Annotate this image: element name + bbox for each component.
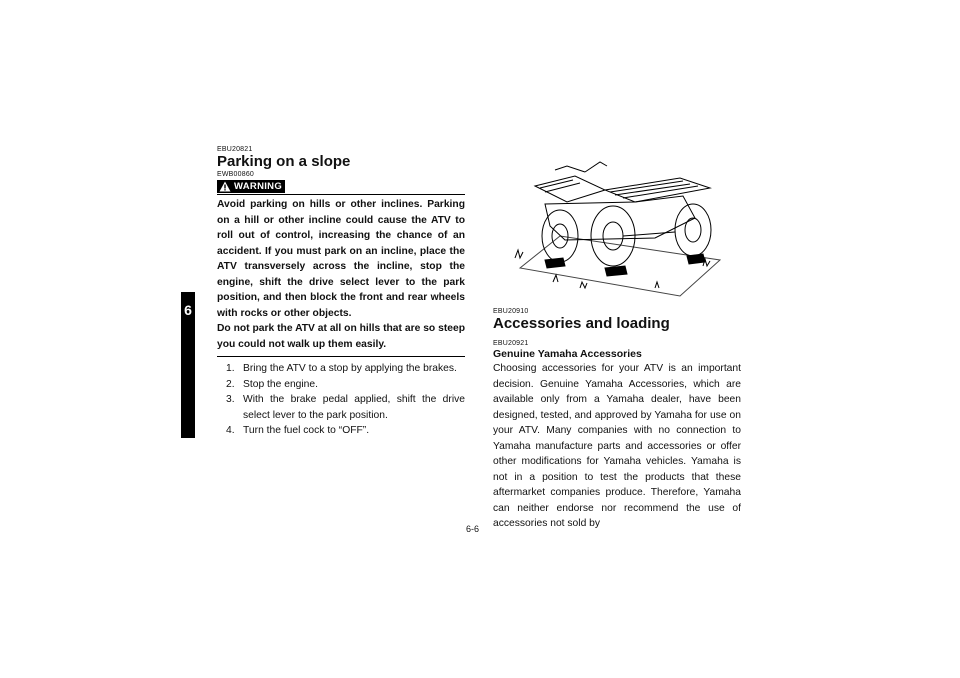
list-item: 2. Stop the engine.	[226, 378, 318, 390]
list-item: 1. Bring the ATV to a stop by applying the brakes.	[226, 363, 457, 374]
section-title: Accessories and loading	[493, 315, 670, 332]
section-code: EBU20910	[493, 308, 529, 315]
warning-text-1: Avoid parking on hills or other inclines. Parking on a hill or other incline could cause the ATV to roll out of control, increasing the chance of an accident. If you must park on an incline, place the ATV transversely across the incline, stop the engine, shift the drive select lever to the park position, and then block the front and rear wheels with rocks or other objects.	[217, 199, 465, 319]
section-code: EBU20821	[217, 146, 253, 153]
section-tab	[181, 292, 195, 438]
warning-triangle-icon	[219, 181, 231, 192]
section-title: Parking on a slope	[217, 153, 351, 170]
subsection-code: EBU20921	[493, 340, 529, 347]
atv-parked-illustration	[505, 148, 725, 298]
section-tab-number: 6	[184, 302, 192, 318]
list-item: 3. With the brake pedal applied, shift the drive select lever to the park position.	[226, 394, 465, 421]
parking-section	[217, 146, 465, 439]
warning-text-2: Do not park the ATV at all on hills that are so steep you could not walk up them easily.	[217, 323, 465, 350]
subsection-title: Genuine Yamaha Accessories	[493, 348, 642, 360]
warning-header	[217, 179, 465, 195]
accessories-section	[493, 308, 741, 532]
page-number: 6-6	[466, 524, 480, 534]
warning-end-rule	[217, 356, 465, 357]
warning-label: WARNING	[234, 181, 283, 192]
steps-list	[217, 361, 465, 439]
list-item: 4. Turn the fuel cock to “OFF”.	[226, 425, 370, 436]
warning-code: EWB00860	[217, 171, 255, 178]
warning-badge	[217, 180, 285, 193]
body-text: Choosing accessories for your ATV is an important decision. Genuine Yamaha Accessories, which are available only from a Yamaha dealer, have been designed, tested, and approved by Yamaha for use on your ATV. Many companies with no connection to Yamaha manufacture parts and accessories or offer other modifications for Yamaha vehicles. Yamaha is not in a position to test the products that these aftermarket companies produce. Therefore, Yamaha can neither endorse nor recommend the use of accessories not sold by	[493, 363, 741, 529]
